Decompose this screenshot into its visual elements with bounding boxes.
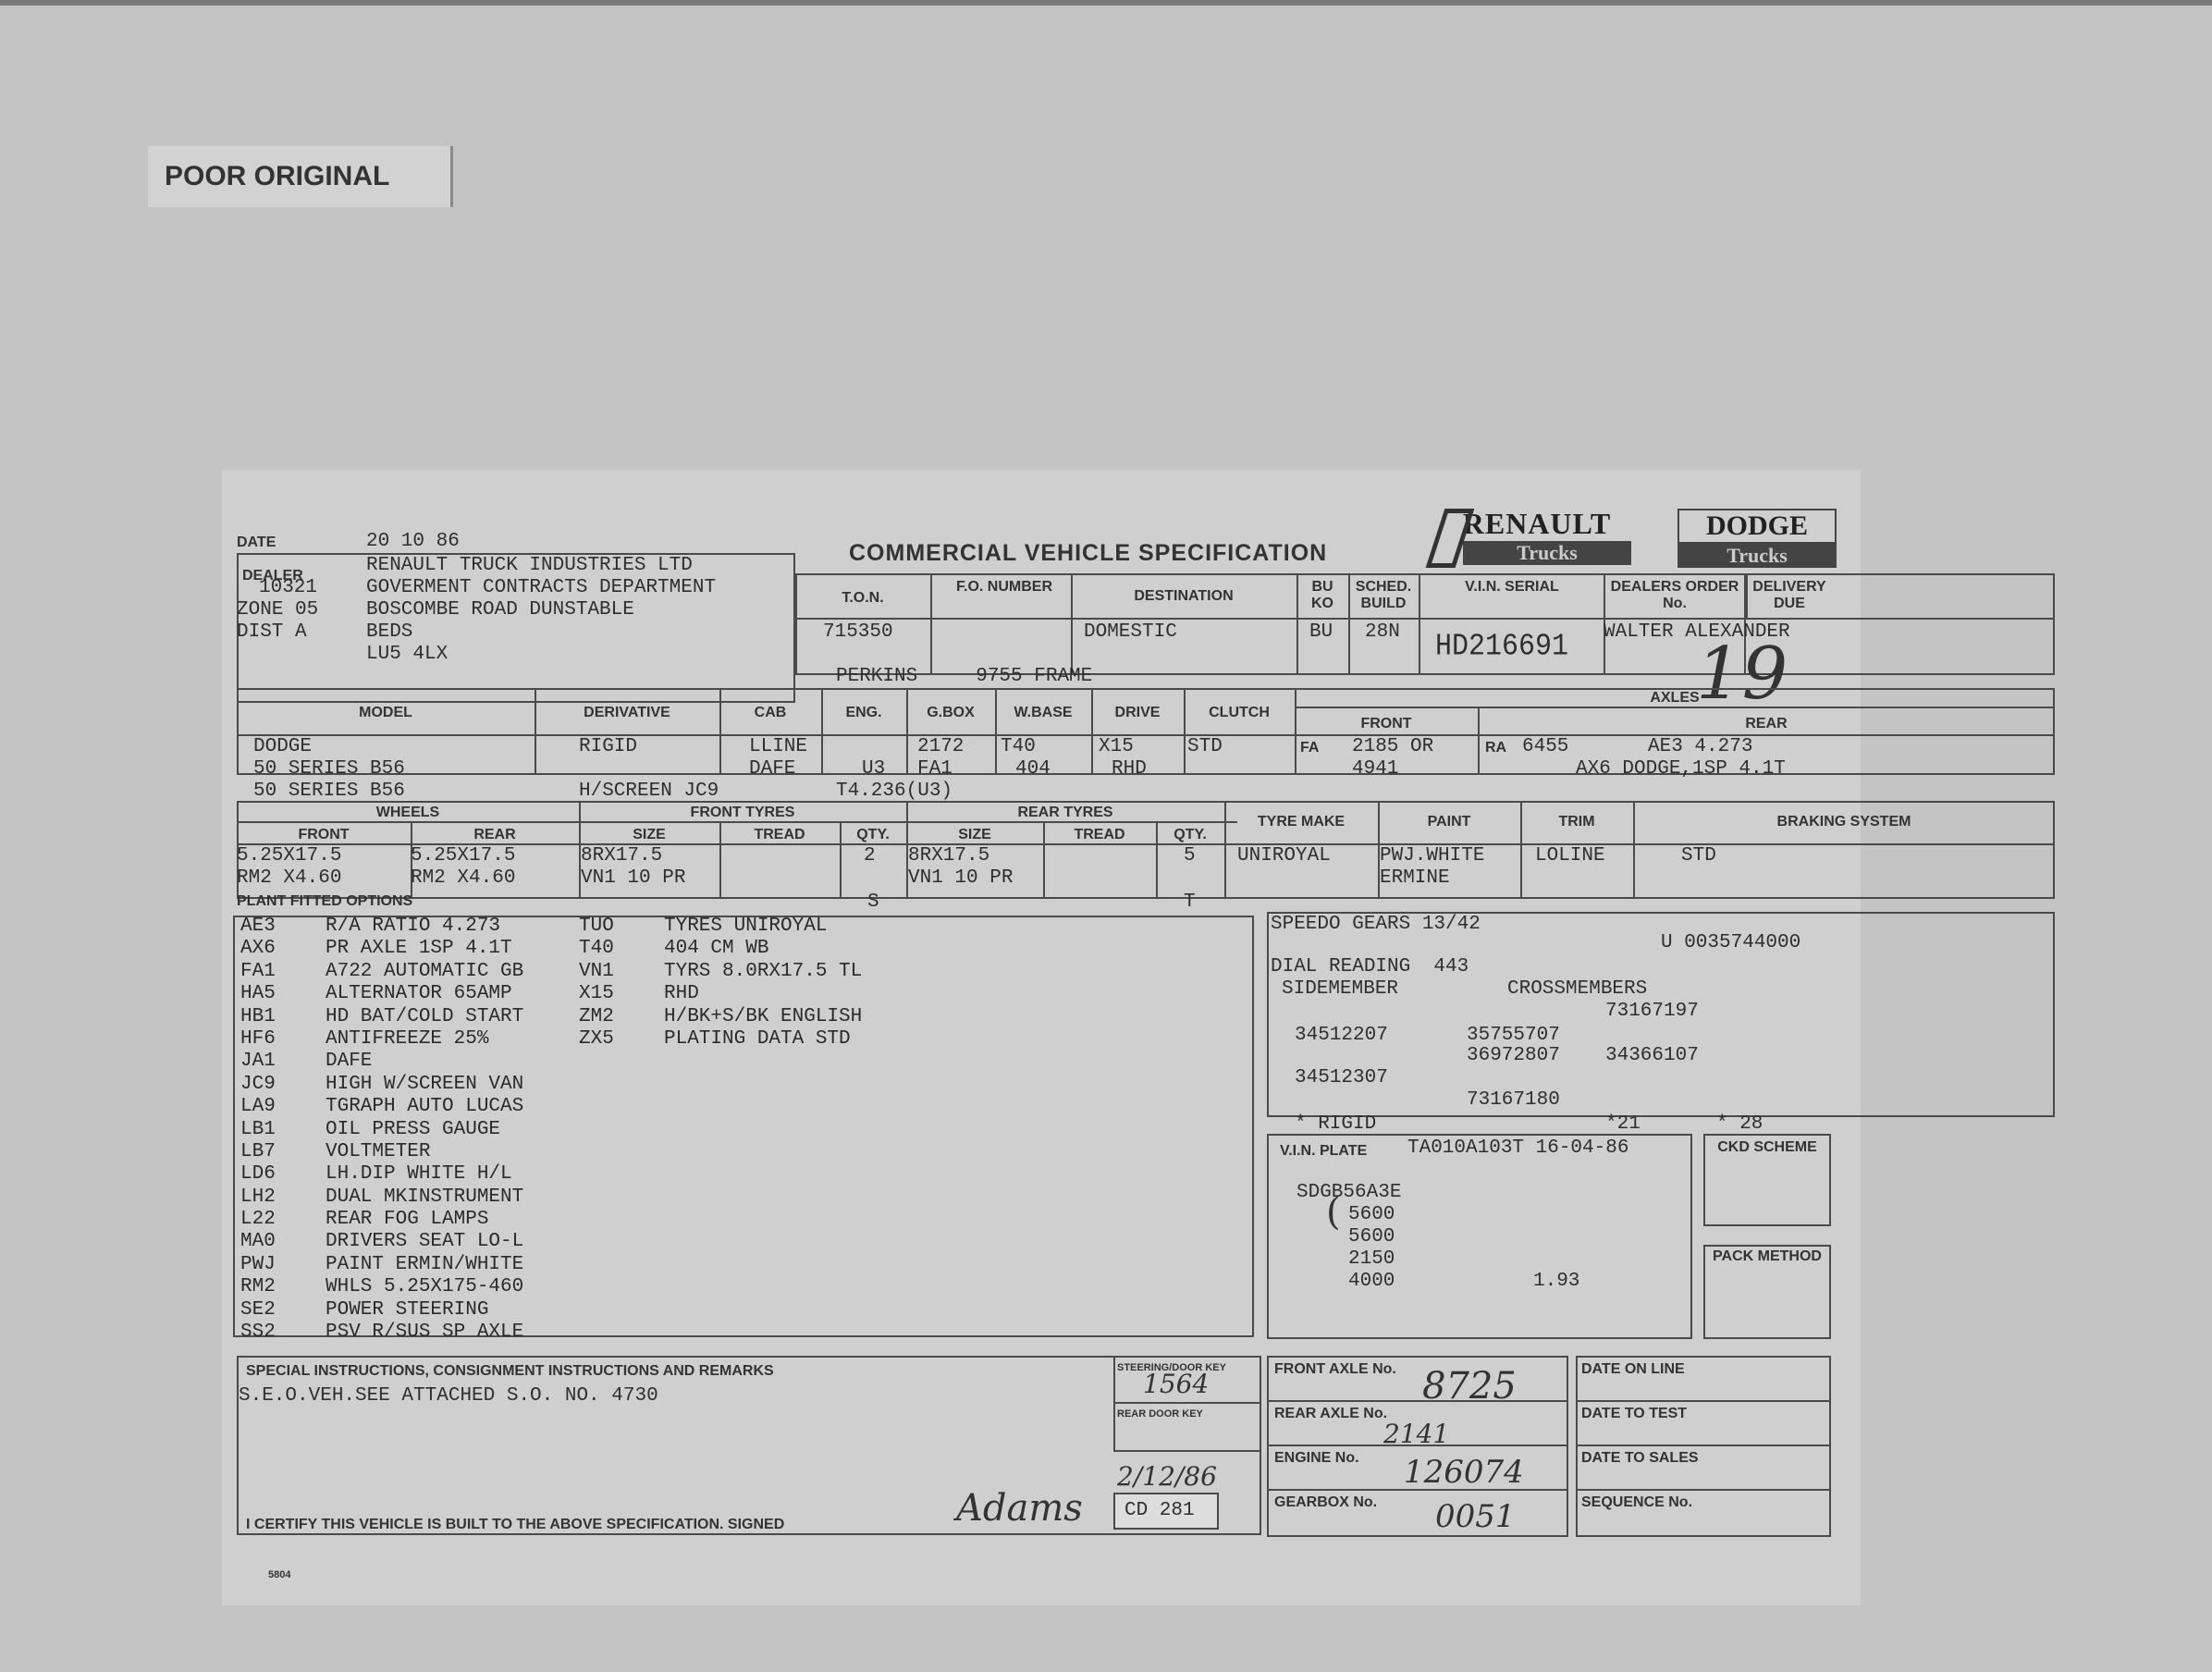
option-code: PWJ (240, 1253, 276, 1275)
option-row (240, 938, 523, 960)
option-description: ANTIFREEZE 25% (326, 1027, 489, 1050)
model-value-3: 50 SERIES B56 (253, 781, 405, 802)
option-description: WHLS 5.25X175-460 (326, 1276, 524, 1298)
signature: Adams (956, 1487, 1083, 1530)
wbase-value-1: T40 (1001, 736, 1036, 757)
option-row (240, 1209, 523, 1231)
option-code: L22 (240, 1209, 276, 1231)
eng-label: ENG. (845, 705, 882, 720)
clutch-label: CLUTCH (1209, 705, 1270, 720)
derivative-label: DERIVATIVE (584, 705, 670, 720)
rigid-mark: * RIGID (1295, 1113, 1377, 1135)
option-code: AX6 (240, 938, 276, 960)
rear-tyre-qty-value: 5 (1184, 845, 1196, 867)
renault-wordmark: RENAULT (1462, 507, 1612, 540)
wheel-rear-value-1: 5.25X17.5 (411, 845, 516, 867)
rear-tyre-qty-label: QTY. (1174, 827, 1207, 842)
wheels-rear-label: REAR (473, 827, 516, 842)
address-line-3: BOSCOMBE ROAD DUNSTABLE (366, 599, 634, 621)
address-line-2: GOVERMENT CONTRACTS DEPARTMENT (366, 577, 717, 598)
crossmembers-label: CROSSMEMBERS (1507, 978, 1648, 1000)
bracket-mark: ( (1326, 1191, 1341, 1234)
renault-subtitle: Trucks (1463, 541, 1631, 565)
option-code: FA1 (240, 960, 276, 982)
option-row (240, 961, 523, 983)
front-tyre-qty-label: QTY. (856, 827, 890, 842)
crossmember-1: 73167197 (1605, 1001, 1699, 1022)
dodge-wordmark: DODGE (1677, 509, 1837, 544)
crossmember-2: 35755707 (1467, 1025, 1560, 1046)
sidemember-2: 34512307 (1295, 1067, 1388, 1088)
star-21-mark: *21 (1605, 1113, 1641, 1135)
option-code: AE3 (240, 916, 276, 937)
option-description: OIL PRESS GAUGE (326, 1118, 501, 1140)
buko-label: BU KO (1311, 579, 1333, 611)
tyre-make-label: TYRE MAKE (1257, 814, 1346, 830)
dealer-code: 10321 (259, 577, 318, 598)
option-description: 404 CM WB (664, 938, 769, 960)
trim-label: TRIM (1558, 814, 1595, 830)
drive-label: DRIVE (1114, 705, 1161, 720)
option-description: POWER STEERING (326, 1298, 489, 1321)
ra-label: RA (1485, 740, 1507, 756)
option-row (240, 1006, 523, 1028)
rear-tyre-size-value-2: VN1 10 PR (908, 867, 1014, 889)
vin-plate-line-2: 5600 (1348, 1204, 1395, 1225)
option-row (240, 1028, 523, 1051)
paint-value-2: ERMINE (1380, 867, 1450, 889)
option-row (240, 1231, 523, 1253)
rear-axle-value-2: AE3 4.273 (1648, 736, 1753, 757)
ton-value: 715350 (823, 621, 893, 643)
option-description: PSV R/SUS SP AXLE (326, 1322, 524, 1344)
crossmember-3: 36972807 (1467, 1045, 1560, 1066)
option-row (240, 1096, 523, 1118)
poor-original-banner: POOR ORIGINAL (148, 146, 453, 207)
option-description: H/BK+S/BK ENGLISH (664, 1005, 863, 1027)
option-code: LD6 (240, 1163, 276, 1186)
option-code: LB1 (240, 1118, 276, 1140)
fa-label: FA (1300, 740, 1320, 756)
vin-plate-line-5: 4000 (1348, 1271, 1395, 1292)
speedo-gears: SPEEDO GEARS 13/42 (1271, 914, 1481, 935)
vin-plate-box (1267, 1134, 1692, 1339)
option-code: MA0 (240, 1231, 276, 1253)
gbox-value-2: FA1 (917, 758, 952, 780)
option-description: TYRES UNIROYAL (664, 916, 828, 937)
footer-code: 5804 (268, 1569, 291, 1580)
sidemember-1: 34512207 (1295, 1025, 1388, 1046)
option-description: TGRAPH AUTO LUCAS (326, 1096, 524, 1118)
front-axle-no-label: FRONT AXLE No. (1274, 1361, 1396, 1377)
option-code: HF6 (240, 1027, 276, 1050)
front-tyre-size-value-2: VN1 10 PR (581, 867, 686, 889)
rear-tyres-label: REAR TYRES (1017, 805, 1113, 820)
wheel-front-value-2: RM2 X4.60 (237, 867, 342, 889)
model-value-1: DODGE (253, 736, 313, 757)
option-description: RHD (664, 983, 699, 1005)
dodge-subtitle: Trucks (1677, 544, 1837, 568)
option-row (240, 1074, 523, 1096)
option-description: DUAL MKINSTRUMENT (326, 1186, 524, 1208)
options-right-list (579, 916, 862, 1051)
option-row (240, 916, 523, 938)
option-code: JC9 (240, 1073, 276, 1095)
option-description: PAINT ERMIN/WHITE (326, 1253, 524, 1275)
star-28-mark: * 28 (1716, 1113, 1763, 1135)
steering-key-label: STEERING/DOOR KEY (1117, 1362, 1226, 1373)
sched-build-value: 28N (1365, 621, 1400, 643)
rear-axle-value-1: 6455 (1522, 736, 1569, 757)
crossmember-4: 34366107 (1605, 1045, 1699, 1066)
date-to-sales-label: DATE TO SALES (1581, 1450, 1699, 1466)
option-code: JA1 (240, 1051, 276, 1073)
date-label: DATE (237, 535, 276, 550)
option-description: DRIVERS SEAT LO-L (326, 1231, 524, 1253)
front-tyre-qty-value: 2 (864, 845, 876, 867)
option-row (579, 938, 862, 960)
option-row (240, 983, 523, 1005)
drive-value-2: RHD (1112, 758, 1147, 780)
rear-door-key-label: REAR DOOR KEY (1117, 1408, 1203, 1420)
model-value-2: 50 SERIES B56 (253, 758, 405, 780)
vin-plate-line-3: 5600 (1348, 1226, 1395, 1248)
option-row (240, 1322, 523, 1344)
option-code: RM2 (240, 1276, 276, 1298)
braking-label: BRAKING SYSTEM (1776, 814, 1911, 830)
rear-tyre-size-label: SIZE (958, 827, 991, 842)
ckd-scheme-label: CKD SCHEME (1717, 1139, 1817, 1155)
wheel-front-value-1: 5.25X17.5 (237, 845, 342, 867)
front-axle-value-2: 4941 (1352, 758, 1399, 780)
clutch-value: STD (1187, 736, 1223, 757)
braking-value: STD (1681, 845, 1716, 867)
option-description: TYRS 8.0RX17.5 TL (664, 960, 863, 982)
crossmember-5: 73167180 (1467, 1089, 1560, 1111)
tyre-make-value: UNIROYAL (1237, 845, 1331, 867)
wheels-label: WHEELS (375, 805, 440, 820)
option-row (240, 1141, 523, 1163)
option-row (240, 1299, 523, 1322)
gbox-label: G.BOX (927, 705, 975, 720)
date-value: 20 10 86 (366, 531, 460, 552)
option-description: HD BAT/COLD START (326, 1005, 524, 1027)
date-on-line-label: DATE ON LINE (1581, 1361, 1685, 1377)
vin-serial-label: V.I.N. SERIAL (1465, 579, 1559, 595)
option-description: VOLTMETER (326, 1140, 431, 1162)
gearbox-no-value: 0051 (1435, 1498, 1516, 1535)
option-code: LA9 (240, 1096, 276, 1118)
vin-plate-line-6: 1.93 (1533, 1271, 1580, 1292)
front-tyre-tread-label: TREAD (754, 827, 805, 842)
ton-label: T.O.N. (842, 590, 884, 606)
vin-plate-line-4: 2150 (1348, 1248, 1395, 1270)
pack-method-label: PACK METHOD (1713, 1248, 1822, 1264)
option-row (579, 961, 862, 983)
sidemember-label: SIDEMEMBER (1282, 978, 1399, 1000)
rear-axle-value-3: AX6 DODGE,1SP 4.1T (1576, 758, 1786, 780)
option-description: PLATING DATA STD (664, 1027, 851, 1050)
handwritten-date: 2/12/86 (1117, 1461, 1217, 1492)
certify-label: I CERTIFY THIS VEHICLE IS BUILT TO THE ABOVE SPECIFICATION. SIGNED (246, 1517, 785, 1532)
option-description: REAR FOG LAMPS (326, 1209, 489, 1231)
axles-rear-label: REAR (1745, 716, 1788, 732)
axles-label: AXLES (1650, 690, 1700, 706)
sequence-no-label: SEQUENCE No. (1581, 1494, 1693, 1510)
date-to-test-label: DATE TO TEST (1581, 1406, 1688, 1421)
address-line-5: LU5 4LX (366, 644, 449, 665)
renault-logo (1443, 507, 1631, 565)
destination-value: DOMESTIC (1084, 621, 1177, 643)
cab-value-2: DAFE (749, 758, 796, 780)
front-axle-value-1: 2185 OR (1352, 736, 1434, 757)
vin-plate-line-1: SDGB56A3E (1296, 1182, 1402, 1203)
option-code: TUO (579, 916, 614, 937)
option-description: ALTERNATOR 65AMP (326, 983, 512, 1005)
paint-label: PAINT (1427, 814, 1471, 830)
form-title: COMMERCIAL VEHICLE SPECIFICATION (849, 540, 1328, 566)
front-tyre-size-label: SIZE (633, 827, 666, 842)
specification-form (222, 470, 1911, 1605)
s-mark: S (867, 891, 879, 913)
option-description: HIGH W/SCREEN VAN (326, 1073, 524, 1095)
destination-label: DESTINATION (1134, 588, 1234, 604)
scan-top-edge (0, 0, 2212, 6)
option-row (579, 1006, 862, 1028)
model-label: MODEL (359, 705, 412, 720)
t-mark: T (1184, 891, 1196, 913)
dealers-order-value: WALTER ALEXANDER (1604, 621, 1790, 643)
option-description: LH.DIP WHITE H/L (326, 1163, 512, 1186)
option-row (579, 983, 862, 1005)
option-row (240, 1051, 523, 1073)
option-row (240, 1163, 523, 1186)
option-row (579, 1028, 862, 1051)
front-axle-no-value: 8725 (1422, 1365, 1517, 1408)
engine-no-label: ENGINE No. (1274, 1450, 1359, 1466)
fo-label: F.O. NUMBER (956, 579, 1052, 595)
front-tyre-size-value-1: 8RX17.5 (581, 845, 663, 867)
option-code: SE2 (240, 1298, 276, 1321)
cd-stamp-text: CD 281 (1124, 1500, 1195, 1521)
option-code: T40 (579, 938, 614, 960)
option-code: SS2 (240, 1322, 276, 1344)
eng-value: U3 (862, 758, 886, 780)
t4-value: T4.236(U3) (836, 781, 953, 802)
gbox-value-1: 2172 (917, 736, 965, 757)
rear-tyre-tread-label: TREAD (1074, 827, 1125, 842)
u-number: U 0035744000 (1661, 932, 1801, 953)
option-description: R/A RATIO 4.273 (326, 916, 501, 937)
option-code: LB7 (240, 1140, 276, 1162)
option-code: LH2 (240, 1186, 276, 1208)
derivative-value: RIGID (579, 736, 638, 757)
drive-value-1: X15 (1099, 736, 1134, 757)
jc9-value: H/SCREEN JC9 (579, 781, 719, 802)
special-instructions-box (237, 1356, 1261, 1535)
dodge-logo (1677, 509, 1837, 568)
special-instructions-text: S.E.O.VEH.SEE ATTACHED S.O. NO. 4730 (239, 1385, 658, 1407)
dealer-label: DEALER (242, 568, 303, 584)
district: DIST A (237, 621, 307, 643)
buko-value: BU (1309, 621, 1333, 643)
steering-key-value: 1564 (1143, 1369, 1210, 1399)
option-description: PR AXLE 1SP 4.1T (326, 938, 512, 960)
option-code: X15 (579, 983, 614, 1005)
rear-axle-no-label: REAR AXLE No. (1274, 1406, 1388, 1421)
vin-plate-label: V.I.N. PLATE (1280, 1143, 1368, 1159)
cab-value-1: LLINE (749, 736, 808, 757)
option-code: ZX5 (579, 1027, 614, 1050)
wheel-rear-value-2: RM2 X4.60 (411, 867, 516, 889)
paint-value-1: PWJ.WHITE (1380, 845, 1485, 867)
wbase-value-2: 404 (1015, 758, 1051, 780)
option-row (579, 916, 862, 938)
special-instructions-label: SPECIAL INSTRUCTIONS, CONSIGNMENT INSTRUCTIONS AND REMARKS (246, 1363, 774, 1379)
option-code: ZM2 (579, 1005, 614, 1027)
option-row (240, 1186, 523, 1209)
rear-tyre-size-value-1: 8RX17.5 (908, 845, 990, 867)
zone: ZONE 05 (237, 599, 319, 621)
wheels-front-label: FRONT (298, 827, 350, 842)
option-row (240, 1254, 523, 1276)
vin-plate-value: TA010A103T 16-04-86 (1407, 1137, 1629, 1159)
options-left-list (240, 916, 523, 1344)
sched-build-label: SCHED. BUILD (1355, 579, 1412, 611)
vin-serial-value: HD216691 (1435, 630, 1569, 665)
option-description: A722 AUTOMATIC GB (326, 960, 524, 982)
delivery-due-label: DELIVERY DUE (1752, 579, 1826, 611)
option-row (240, 1276, 523, 1298)
front-tyres-label: FRONT TYRES (690, 805, 795, 820)
option-code: HA5 (240, 983, 276, 1005)
axles-front-label: FRONT (1360, 716, 1412, 732)
address-line-1: RENAULT TRUCK INDUSTRIES LTD (366, 555, 693, 576)
rear-axle-no-value: 2141 (1383, 1419, 1450, 1449)
handwritten-number: 19 (1696, 633, 1788, 716)
option-row (240, 1119, 523, 1141)
dealers-order-label: DEALERS ORDER No. (1610, 579, 1739, 611)
option-code: VN1 (579, 960, 614, 982)
gearbox-no-label: GEARBOX No. (1274, 1494, 1378, 1510)
trim-value: LOLINE (1535, 845, 1605, 867)
engine-no-value: 126074 (1404, 1454, 1524, 1491)
wbase-label: W.BASE (1014, 705, 1073, 720)
cab-label: CAB (754, 705, 787, 720)
plant-options-label: PLANT FITTED OPTIONS (237, 893, 413, 909)
dial-reading: DIAL READING 443 (1271, 956, 1469, 977)
engine-frame-line: PERKINS 9755 FRAME (836, 666, 1093, 687)
address-line-4: BEDS (366, 621, 413, 643)
option-description: DAFE (326, 1051, 373, 1073)
option-code: HB1 (240, 1005, 276, 1027)
